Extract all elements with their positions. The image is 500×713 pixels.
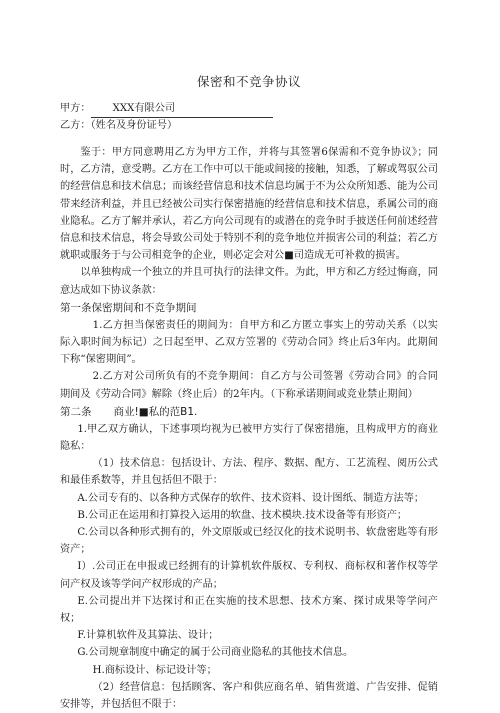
section-2-number: 第二条 xyxy=(60,405,92,418)
section-1-heading: 第一条保密期间和不竞争期间 xyxy=(60,301,197,314)
party-b-value: （姓名及身份证号） xyxy=(90,120,178,131)
party-a-value: XXX有限公司 xyxy=(91,101,225,118)
party-a-underline xyxy=(225,105,273,118)
list-item: F.计算机软件及其算法、设计； xyxy=(77,630,219,642)
document-title: 保密和不竞争协议 xyxy=(196,74,301,89)
list-item: H.商标设计、标记设计等； xyxy=(92,664,217,676)
list-item: I）.公司正在申报或已经拥有的计算机软件版权、专利权、商标权和著作权等学问产权及该等学问产权形成的产品； xyxy=(60,561,438,590)
party-b-line xyxy=(60,118,438,134)
list-item: A.公司专有的、以各种方式保存的软件、技术资料、设计图纸、制造方法等； xyxy=(77,492,425,504)
party-b-label: 乙方： xyxy=(60,120,91,131)
section-2-title: 商业!■私的范B1. xyxy=(113,405,198,418)
section-1-clause-1: 1.乙方担当保密责任的期间为：自甲方和乙方匿立事实上的劳动关系（以实际入职时间为标记）之日起至甲、乙双方笠署的《劳动合同》终止后3年内。此期间下称“保密期间”。 xyxy=(60,319,438,366)
list-item: E.公司提出并下达探讨和正在实施的技术思想、技术方案、探讨成果等学问产权； xyxy=(60,595,438,625)
business-info-paragraph: （2）经营信息：包括顾客、客户和供应商名单、销售赏道、广告安排、促销安排等，并包括但不限于： xyxy=(60,681,438,711)
list-item: G.公司规章制度中确定的属于公司商业隐私的其他技术信息。 xyxy=(77,647,354,659)
technical-info-paragraph: （1）技术信息：包括设计、方法、程序、数据、配方、工艺流程、阅历公式和最佳系数等，并且包括但不限于： xyxy=(60,458,438,487)
intro-paragraph: 鉴于：甲方同意聘用乙方为甲方工作，并将与其签署6保需和不竞争协议》；同时，乙方清，意受聘。乙方在工作中可以干能或间接的接触，知悉，了解或驾驭公司的经营信息和技术信息；而该经营信息和技术信息均属于不为公众所知悉、能为公司带来经济利益，并且已经被公司实行保密措施的经营信息和技术信息，系属公司的商业隐私。乙方了解并承认，若乙方向公司现有的或潜在的竞争时手披送任何前述经营信息和技术信息，将会导致公司处于特别不利的竞争地位并损害公司的利益；若乙方就职或服务于与公司相竞争的企业，则必定会对公■司造成无可补救的损害。 xyxy=(60,147,438,262)
section-2-heading xyxy=(60,404,438,421)
list-item: C.公司以各种形式拥有的，外文原版或已经汉化的技术说明书、软盘密匙等有形资产； xyxy=(60,527,438,556)
section-2-clause-1: 1.甲乙双方确认，下述事项均视为已被甲方实行了保密措施，且构成甲方的商业隐私： xyxy=(60,423,438,453)
party-a-label: 甲方： xyxy=(60,103,91,114)
party-a-line xyxy=(60,101,438,118)
section-1-clause-2: 2.乙方对公司所负有的不竞争期间：自乙方与公司签署《劳动合同》的合同期间及《劳动合同》解除（终止后）的2年内。（下称承诺期间或竞业禁止期间） xyxy=(60,371,438,400)
list-item: B.公司正在运用和打算投入运用的软盘、技术模块.技术设备等有形资产； xyxy=(77,509,408,521)
intro-paragraph-2: 以单独构成一个独立的并且可执行的法律文件。为此，甲方和乙方经过悔商，同意达成如下协议条款： xyxy=(60,267,438,296)
